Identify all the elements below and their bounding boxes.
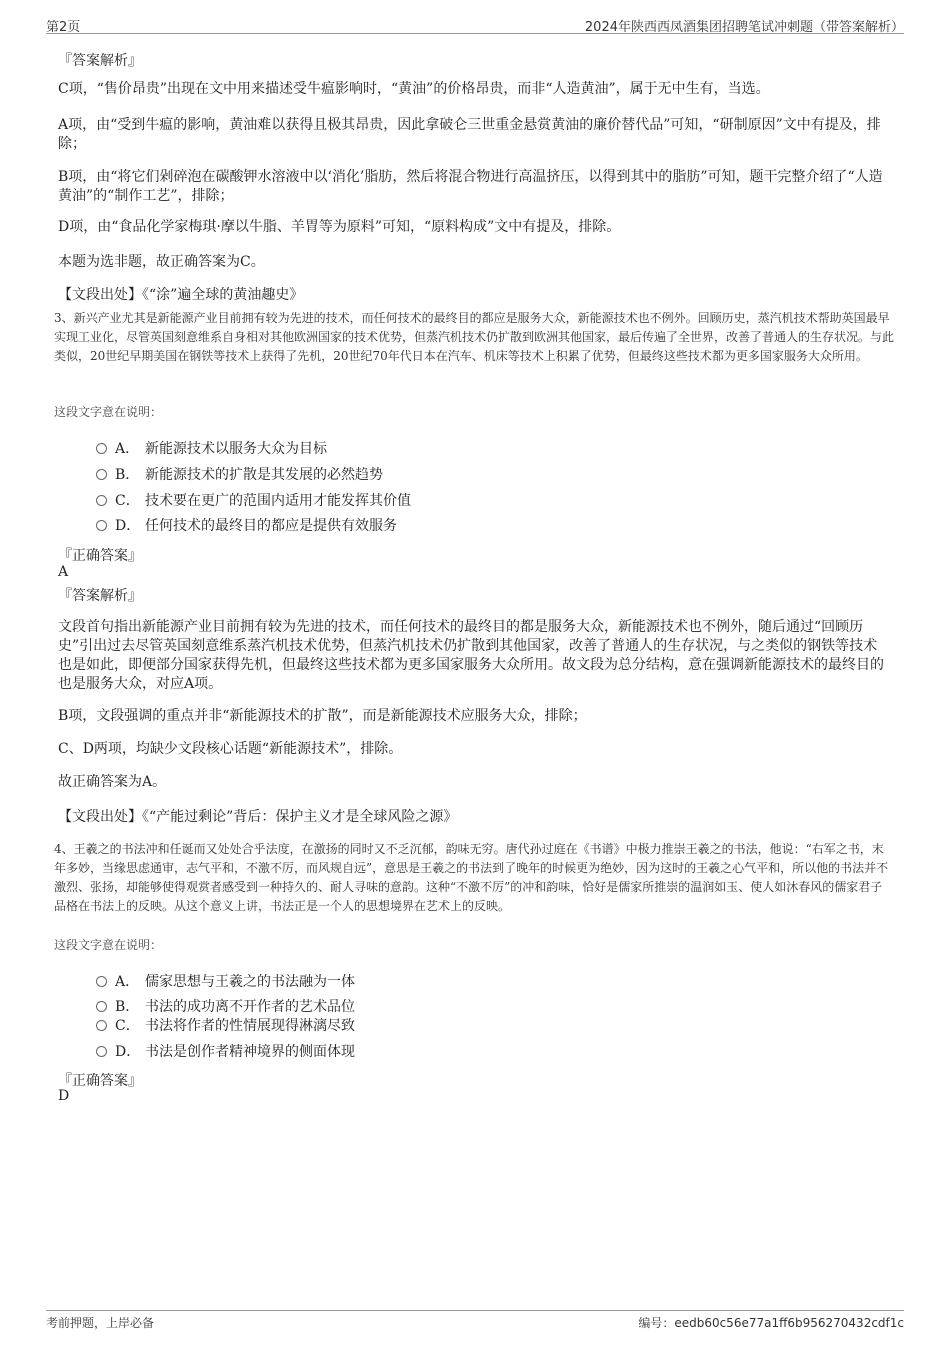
radio-icon[interactable] <box>96 469 107 480</box>
q4-stem: 4、王羲之的书法冲和任诞而又处处合乎法度，在激扬的同时又不乏沉郁，韵味无穷。唐代孙过庭在《书谱》中极力推崇王羲之的书法，他说：“右军之书，末年多妙，当缘思虑通审，志气平和，不激不厉，而风规自远”，意思是王羲之的书法到了晚年的时候更为绝妙，因为这时的王羲之心气平和，所以他的书法并不激烈、张扬，却能够使得观赏者感受到一种持久的、耐人寻味的意韵。这种“不激不厉”的冲和韵味，恰好是儒家所推崇的温润如玉、使人如沐春风的儒家君子品格在书法上的反映。从这个意义上讲，书法正是一个人的思想境界在艺术上的反映。 <box>54 842 889 913</box>
q4-option-d[interactable] <box>96 1043 355 1061</box>
radio-icon[interactable] <box>96 443 107 454</box>
q3-stem: 3、新兴产业尤其是新能源产业目前拥有较为先进的技术，而任何技术的最终目的都应是服务大众，新能源技术也不例外。回顾历史，蒸汽机技术帮助英国最早实现工业化，尽管英国刻意维系自身相对其他欧洲国家的技术优势，但蒸汽机技术仍扩散到欧洲其他国家，最后传遍了全世界，改善了普通人的生存状况。与此类似，20世纪早期美国在钢铁等技术上获得了先机，20世纪70年代日本在汽车、机床等技术上积累了优势，但最终这些技术都为更多国家服务大众所用。 <box>54 311 895 363</box>
option-text: 书法是创作者精神境界的侧面体现 <box>145 1044 355 1060</box>
q3-prompt: 这段文字意在说明： <box>54 405 163 419</box>
option-letter: C． <box>115 1018 140 1034</box>
q3-option-a[interactable] <box>96 440 327 458</box>
option-letter: D． <box>115 518 141 534</box>
radio-icon[interactable] <box>96 520 107 531</box>
option-text: 新能源技术的扩散是其发展的必然趋势 <box>145 467 383 483</box>
option-text: 书法的成功离不开作者的艺术品位 <box>145 999 355 1015</box>
footer-slogan: 考前押题，上岸必备 <box>46 1316 155 1330</box>
q2-analysis-p4: D项，由“食品化学家梅琪·摩以牛脂、羊胃等为原料”可知，“原料构成”文中有提及，排除。 <box>58 219 621 235</box>
q3-conclusion: 故正确答案为A。 <box>58 774 167 790</box>
option-text: 儒家思想与王羲之的书法融为一体 <box>145 974 355 990</box>
footer-divider <box>46 1310 904 1311</box>
option-letter: B． <box>115 999 140 1015</box>
q4-option-a[interactable] <box>96 973 355 991</box>
q2-analysis-title: 『答案解析』 <box>58 53 142 69</box>
document-id: 编号：eedb60c56e77a1ff6b956270432cdf1c <box>638 1316 904 1330</box>
q3-analysis-p1: 文段首句指出新能源产业目前拥有较为先进的技术，而任何技术的最终目的都是服务大众，新能源技术也不例外，随后通过“回顾历史”引出过去尽管英国刻意维系蒸汽机技术优势，但蒸汽机技术仍扩散到其他国家，改善了普通人的生存状况，与之类似的钢铁等技术也是如此，即便部分国家获得先机，但最终这些技术都为更多国家服务大众所用。故文段为总分结构，意在强调新能源技术的最终目的也是服务大众，对应A项。 <box>58 619 884 692</box>
q3-source: 【文段出处】《“产能过剩论”背后：保护主义才是全球风险之源》 <box>58 809 458 825</box>
q4-answer: D <box>58 1088 70 1104</box>
radio-icon[interactable] <box>96 1001 107 1012</box>
option-letter: A． <box>115 441 140 457</box>
radio-icon[interactable] <box>96 495 107 506</box>
q4-option-c[interactable] <box>96 1017 355 1035</box>
radio-icon[interactable] <box>96 976 107 987</box>
q4-option-b[interactable] <box>96 998 355 1016</box>
q2-source: 【文段出处】《“涂”遍全球的黄油趣史》 <box>58 287 304 303</box>
q2-analysis-p3: B项，由“将它们剁碎泡在碳酸钾水溶液中以‘消化’脂肪，然后将混合物进行高温挤压，以得到其中的脂肪”可知，题干完整介绍了“人造黄油”的“制作工艺”，排除； <box>58 169 883 204</box>
q3-option-d[interactable] <box>96 517 397 535</box>
q3-option-c[interactable] <box>96 492 411 510</box>
q3-answer: A <box>58 564 69 580</box>
option-text: 新能源技术以服务大众为目标 <box>145 441 327 457</box>
q2-analysis-p2: A项，由“受到牛瘟的影响，黄油难以获得且极其昂贵，因此拿破仑三世重金悬赏黄油的廉价替代品”可知，“研制原因”文中有提及，排除； <box>58 117 881 152</box>
option-letter: D． <box>115 1044 141 1060</box>
option-text: 技术要在更广的范围内适用才能发挥其价值 <box>145 493 411 509</box>
q3-answer-title: 『正确答案』 <box>58 548 142 564</box>
option-text: 书法将作者的性情展现得淋漓尽致 <box>145 1018 355 1034</box>
q4-prompt: 这段文字意在说明： <box>54 938 163 952</box>
q2-analysis-p1: C项，“售价昂贵”出现在文中用来描述受牛瘟影响时，“黄油”的价格昂贵，而非“人造黄油”，属于无中生有，当选。 <box>58 81 770 97</box>
q3-analysis-p2: B项，文段强调的重点并非“新能源技术的扩散”，而是新能源技术应服务大众，排除； <box>58 708 587 724</box>
page-number: 第2页 <box>46 20 81 35</box>
q2-conclusion: 本题为选非题，故正确答案为C。 <box>58 254 265 270</box>
option-letter: B． <box>115 467 140 483</box>
option-letter: C． <box>115 493 140 509</box>
q3-option-b[interactable] <box>96 466 383 484</box>
q3-analysis-title: 『答案解析』 <box>58 588 142 604</box>
option-text: 任何技术的最终目的都应是提供有效服务 <box>145 518 397 534</box>
option-letter: A． <box>115 974 140 990</box>
q4-answer-title: 『正确答案』 <box>58 1073 142 1089</box>
header-divider <box>46 33 904 34</box>
q3-analysis-p3: C、D两项，均缺少文段核心话题“新能源技术”，排除。 <box>58 741 403 757</box>
document-title: 2024年陕西西凤酒集团招聘笔试冲刺题（带答案解析） <box>584 20 904 35</box>
radio-icon[interactable] <box>96 1046 107 1057</box>
radio-icon[interactable] <box>96 1020 107 1031</box>
